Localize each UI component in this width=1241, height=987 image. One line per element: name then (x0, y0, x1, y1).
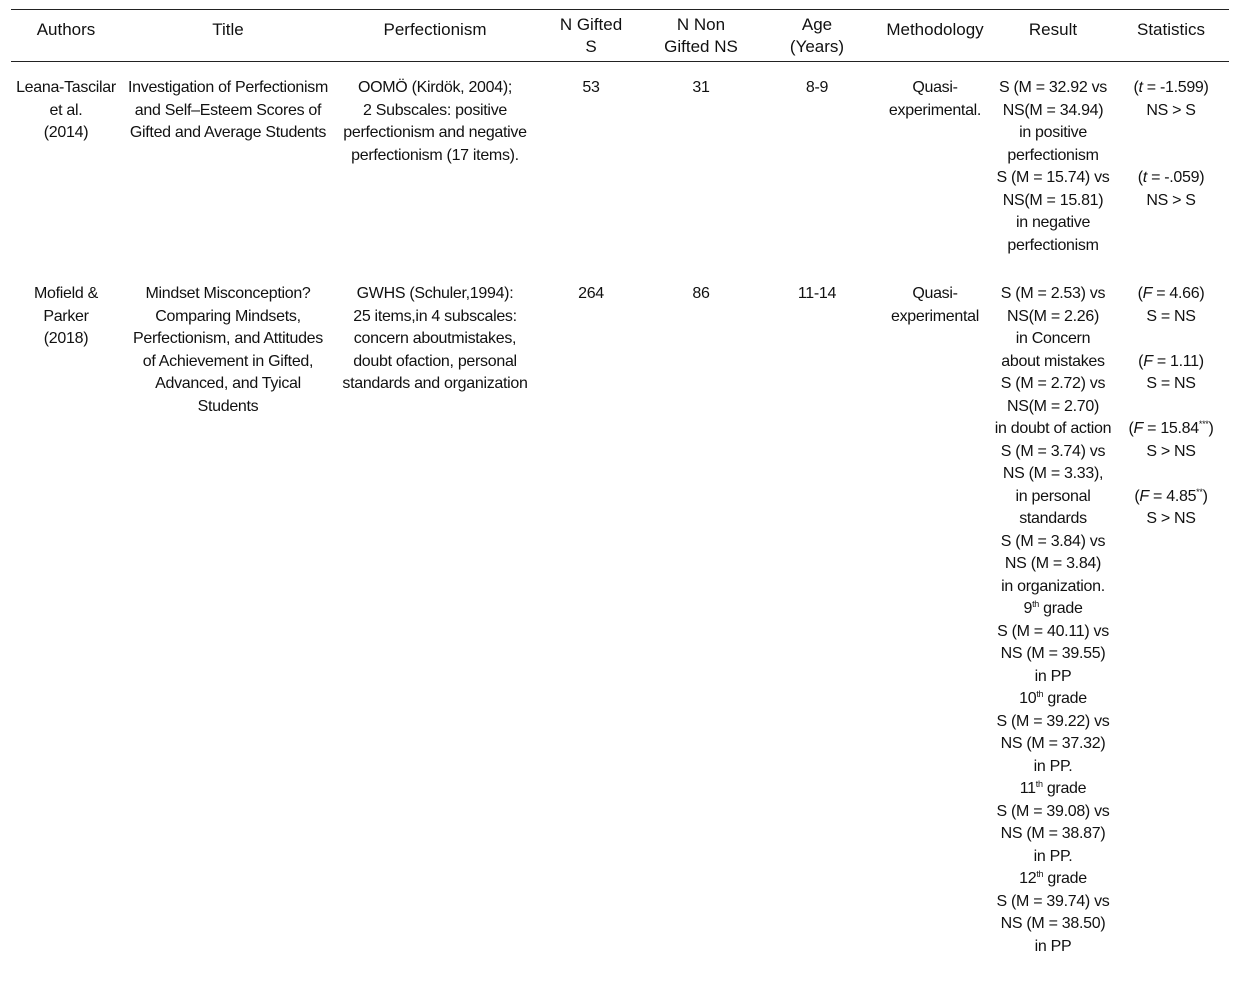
cell-line: Perfectionism, and Attitudes (133, 330, 323, 347)
cell-line: Result (1028, 20, 1078, 39)
cell-line: (2018) (43, 330, 89, 347)
cell-line: Mindset Misconception? (145, 285, 311, 302)
stat-value: (F = 4.66) (1137, 285, 1205, 302)
row1-n-gifted: 53 (582, 79, 600, 96)
header-statistics (1113, 19, 1229, 41)
cell-line: S (M = 15.74) vs (996, 169, 1110, 186)
cell-line: Investigation of Perfectionism (128, 79, 328, 96)
result-line: NS (M = 3.84) (1004, 555, 1102, 572)
ordinal-suffix: th (1035, 779, 1043, 789)
row1-perfectionism (340, 77, 530, 167)
cell-line: Statistics (1136, 20, 1206, 39)
cell-line: Mofield & (34, 285, 98, 302)
cell-line: Leana-Tascilar (16, 79, 116, 96)
result-line: S (M = 2.72) vs (1000, 375, 1106, 392)
header-perfectionism (340, 19, 530, 41)
cell-line: Students (197, 397, 259, 415)
cell-line: Age (801, 15, 833, 34)
cell-line: Quasi- (912, 79, 958, 96)
cell-line: in negative (1015, 214, 1091, 231)
cell-line: Methodology (886, 20, 984, 39)
stat-symbol: F (1133, 420, 1143, 437)
cell-line: Title (212, 20, 244, 39)
ordinal-suffix: th (1036, 869, 1044, 879)
cell-line: perfectionism (1007, 146, 1099, 164)
cell-line: concern aboutmistakes, (353, 330, 517, 347)
cell-line: and Self–Esteem Scores of (134, 101, 322, 119)
row2-n-gifted: 264 (578, 285, 604, 302)
stat-symbol: F (1142, 285, 1153, 302)
header-authors (11, 19, 121, 41)
stat-value: (F = 4.85**) (1134, 486, 1208, 505)
result-line: in PP (1034, 937, 1072, 955)
row1-age: 8-9 (805, 79, 829, 96)
cell-line: 25 items,in 4 subscales: (353, 307, 517, 325)
grade-label: 10th grade (1019, 689, 1087, 707)
cell-line: S (585, 37, 597, 56)
row1-n-nongifted: 31 (692, 79, 710, 96)
header-rule (11, 61, 1229, 62)
stat-value: (F = 1.11) (1138, 352, 1204, 370)
row2-n-nongifted: 86 (692, 285, 710, 302)
stat-symbol: F (1143, 352, 1153, 370)
ordinal-suffix: th (1032, 599, 1039, 609)
top-rule (11, 9, 1229, 10)
result-line: NS(M = 2.26) (1007, 307, 1099, 325)
header-methodology (876, 19, 994, 41)
stat-note: S = NS (1146, 375, 1196, 392)
row2-methodology (876, 283, 994, 328)
result-line: S (M = 39.74) vs (996, 892, 1110, 910)
result-line: NS (M = 38.87) (1000, 825, 1106, 842)
cell-line: experimental (890, 307, 979, 325)
cell-line: perfectionism and negative (343, 124, 527, 141)
cell-line: NS(M = 34.94) (1002, 101, 1104, 119)
cell-line: in positive (1019, 124, 1087, 141)
spacer (1113, 122, 1229, 145)
cell-line: (Years) (789, 37, 845, 56)
cell-line: (2014) (43, 124, 89, 141)
grade-label: 11th grade (1019, 779, 1087, 797)
cell-line: Gifted NS (664, 37, 738, 56)
row1-statistics (1113, 77, 1229, 212)
cell-line: Parker (43, 307, 89, 325)
cell-line: NS(M = 15.81) (1002, 191, 1104, 209)
stat-value: (t = -1.599) (1133, 79, 1209, 96)
significance-mark: *** (1198, 419, 1209, 429)
row2-age: 11-14 (797, 285, 837, 302)
stat-value: (F = 15.84***) (1128, 419, 1214, 437)
spacer (1113, 463, 1229, 486)
result-line: in personal (1015, 487, 1091, 505)
grade-label: 12th grade (1019, 869, 1087, 887)
result-line: S (M = 39.22) vs (996, 712, 1110, 730)
cell-line: doubt ofaction, personal (353, 352, 517, 370)
stat-note: NS > S (1146, 191, 1196, 209)
result-line: standards (1019, 510, 1087, 527)
result-line: NS(M = 2.70) (1007, 397, 1099, 415)
stat-symbol: t (1142, 169, 1147, 186)
result-line: NS (M = 39.55) (1000, 645, 1106, 662)
result-line: S (M = 3.74) vs (1000, 442, 1106, 460)
cell-line: of Achievement in Gifted, (142, 352, 314, 370)
result-line: NS (M = 37.32) (1000, 735, 1106, 752)
cell-line: standards and organization (342, 375, 528, 392)
result-line: NS (M = 3.33), (1002, 465, 1104, 482)
cell-line: OOMÖ (Kirdök, 2004); (357, 79, 513, 96)
result-line: in organization. (1001, 577, 1105, 595)
cell-line: 2 Subscales: positive (362, 101, 507, 119)
cell-line: perfectionism (1007, 236, 1099, 254)
spacer (1113, 145, 1229, 168)
row2-authors (11, 283, 121, 351)
cell-line: GWHS (Schuler,1994): (356, 285, 514, 302)
row2-perfectionism (340, 283, 530, 396)
header-result (993, 19, 1113, 41)
result-line: S (M = 39.08) vs (996, 802, 1110, 820)
stat-note: S > NS (1146, 510, 1196, 527)
result-line: S (M = 40.11) vs (997, 622, 1109, 640)
row2-result (993, 283, 1113, 958)
header-n-gifted (541, 14, 641, 58)
cell-line: N Non (676, 15, 726, 34)
spacer (1113, 328, 1229, 351)
row1-authors (11, 77, 121, 145)
result-line: in PP. (1033, 757, 1073, 775)
cell-line: Advanced, and Tyical (155, 375, 301, 392)
result-line: S (M = 3.84) vs (1000, 532, 1106, 550)
stat-note: S = NS (1146, 307, 1196, 325)
stat-symbol: t (1138, 79, 1143, 96)
cell-line: N Gifted (559, 15, 623, 34)
result-line: in doubt of action (994, 420, 1112, 437)
row1-title (128, 77, 328, 145)
cell-line: Quasi- (912, 285, 958, 302)
result-line: about mistakes (1001, 352, 1105, 370)
cell-line: Authors (36, 20, 96, 39)
ordinal-suffix: th (1036, 689, 1044, 699)
spacer (1113, 396, 1229, 419)
cell-line: et al. (49, 101, 83, 119)
cell-line: Comparing Mindsets, (155, 307, 301, 325)
result-line: NS (M = 38.50) (1000, 915, 1106, 932)
row1-result (993, 77, 1113, 257)
header-n-nongifted (651, 14, 751, 58)
row2-statistics (1113, 283, 1229, 531)
cell-line: experimental. (888, 101, 982, 119)
result-line: in Concern (1015, 330, 1091, 347)
cell-line: S (M = 32.92 vs (999, 79, 1107, 96)
header-age (767, 14, 867, 58)
stat-note: NS > S (1146, 101, 1196, 119)
result-line: in PP (1034, 667, 1072, 685)
row2-title (128, 283, 328, 418)
grade-label: 9th grade (1023, 599, 1083, 617)
stat-value: (t = -.059) (1137, 169, 1205, 186)
header-title (128, 19, 328, 41)
stat-symbol: F (1139, 487, 1149, 505)
stat-note: S > NS (1146, 442, 1196, 460)
result-line: S (M = 2.53) vs (1000, 285, 1106, 302)
cell-line: Perfectionism (383, 20, 487, 39)
result-line: in PP. (1033, 847, 1073, 865)
significance-mark: ** (1196, 486, 1203, 497)
cell-line: perfectionism (17 items). (351, 146, 519, 164)
row1-methodology (876, 77, 994, 122)
cell-line: Gifted and Average Students (129, 124, 327, 141)
